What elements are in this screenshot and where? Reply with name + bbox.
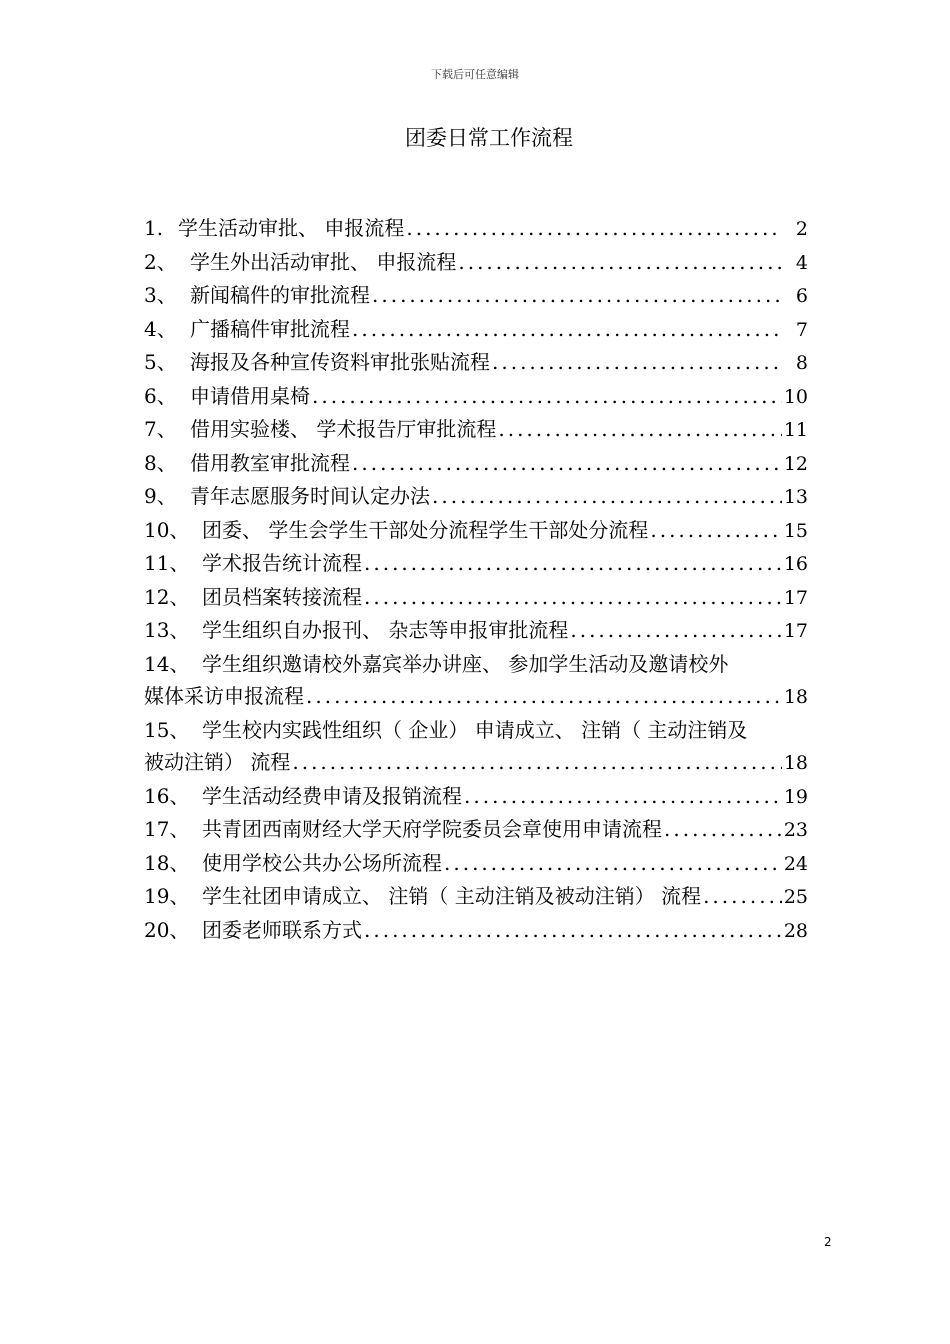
toc-number: 8、 [144, 450, 177, 475]
toc-page-number: 12 [783, 452, 808, 475]
toc-label: 申请借用桌椅 [190, 383, 310, 408]
toc-entry-7[interactable] [144, 413, 834, 447]
toc-page-number: 10 [783, 385, 808, 408]
toc-entry-16[interactable] [144, 780, 834, 814]
toc-entry-19[interactable] [144, 880, 834, 914]
toc-page-number: 6 [795, 285, 808, 307]
toc-label: 学术报告统计流程 [202, 551, 362, 575]
toc-number: 17、 [144, 817, 190, 841]
toc-page-number: 15 [783, 519, 808, 542]
toc-label: 团委、 学生会学生干部处分流程学生干部处分流程 [202, 517, 649, 542]
toc-entry-4[interactable] [144, 313, 834, 347]
toc-number: 15、 [144, 717, 190, 742]
toc-label: 共青团西南财经大学天府学院委员会章使用申请流程 [202, 817, 662, 841]
toc-label: 团员档案转接流程 [202, 584, 362, 609]
toc-entry-2[interactable] [144, 246, 834, 280]
toc-label: 广播稿件审批流程 [190, 316, 350, 341]
toc-entry-5[interactable] [144, 346, 834, 380]
header-note: 下载后可任意编辑 [431, 68, 519, 81]
toc-page-number: 24 [783, 852, 808, 875]
toc-label: 青年志愿服务时间认定办法 [190, 484, 430, 508]
toc-label: 借用实验楼、 学术报告厅审批流程 [190, 417, 497, 441]
toc-label-line1: 学生组织邀请校外嘉宾举办讲座、 参加学生活动及邀请校外 [202, 651, 729, 676]
toc-page-number: 17 [783, 586, 808, 609]
toc-page-number: 2 [795, 218, 808, 240]
toc-number: 12、 [144, 584, 190, 609]
toc-number: 16、 [144, 783, 190, 808]
toc-page-number: 18 [783, 752, 808, 774]
toc-label: 学生社团申请成立、 注销（ 主动注销及被动注销） 流程 [202, 884, 702, 908]
toc-label: 借用教室审批流程 [190, 450, 350, 475]
toc-entry-20[interactable] [144, 914, 834, 948]
toc-label: 学生活动经费申请及报销流程 [202, 783, 462, 808]
toc-number: 5、 [144, 350, 177, 374]
toc-entry-13[interactable] [144, 614, 834, 648]
toc-label-line2: 媒体采访申报流程 [144, 684, 304, 708]
toc-entry-6[interactable] [144, 380, 834, 414]
toc-label: 新闻稿件的审批流程 [190, 283, 370, 307]
toc-number: 7、 [144, 417, 177, 441]
toc-entry-10[interactable] [144, 514, 834, 548]
toc-page-number: 11 [783, 419, 808, 441]
toc-number: 11、 [144, 551, 190, 575]
footer-page-number: 2 [824, 1235, 832, 1249]
toc-entry-3[interactable] [144, 279, 834, 313]
toc-page-number: 28 [783, 919, 808, 942]
toc-entry-9[interactable] [144, 480, 834, 514]
toc-page-number: 8 [795, 352, 808, 374]
toc-number: 18、 [144, 850, 190, 875]
toc-number: 6、 [144, 383, 177, 408]
toc-number: 19、 [144, 884, 190, 908]
toc-page-number: 17 [783, 620, 808, 642]
toc-number: 14、 [144, 651, 190, 676]
toc-label-line1: 学生校内实践性组织（ 企业） 申请成立、 注销（ 主动注销及 [202, 717, 748, 742]
toc-label: 学生活动审批、 申报流程 [178, 216, 405, 240]
toc-number: 3、 [144, 283, 177, 307]
table-of-contents [144, 212, 834, 947]
toc-number: 1. [144, 216, 164, 240]
toc-number: 13、 [144, 618, 190, 642]
toc-page-number: 23 [783, 819, 808, 841]
toc-entry-1[interactable] [144, 212, 834, 246]
toc-label: 使用学校公共办公场所流程 [202, 850, 442, 875]
toc-number: 10、 [144, 517, 190, 542]
toc-page-number: 7 [795, 318, 808, 341]
toc-number: 20、 [144, 917, 190, 942]
toc-page-number: 19 [783, 785, 808, 808]
toc-label: 学生组织自办报刊、 杂志等申报审批流程 [202, 618, 569, 642]
toc-page-number: 25 [783, 886, 808, 908]
toc-number: 9、 [144, 484, 177, 508]
toc-number: 4、 [144, 316, 177, 341]
toc-number: 2、 [144, 249, 177, 274]
toc-entry-12[interactable] [144, 581, 834, 615]
toc-label: 海报及各种宣传资料审批张贴流程 [190, 350, 490, 374]
toc-label-line2: 被动注销） 流程 [144, 750, 291, 774]
toc-entry-11[interactable] [144, 547, 834, 581]
toc-page-number: 4 [795, 251, 808, 274]
toc-label: 团委老师联系方式 [202, 917, 362, 942]
toc-entry-17[interactable] [144, 813, 834, 847]
toc-page-number: 18 [783, 686, 808, 708]
document-title: 团委日常工作流程 [405, 126, 573, 150]
toc-entry-15[interactable] [144, 714, 834, 780]
toc-entry-8[interactable] [144, 447, 834, 481]
toc-page-number: 16 [783, 553, 808, 575]
toc-entry-14[interactable] [144, 648, 834, 714]
toc-page-number: 13 [783, 486, 808, 508]
toc-entry-18[interactable] [144, 847, 834, 881]
toc-label: 学生外出活动审批、 申报流程 [190, 249, 457, 274]
